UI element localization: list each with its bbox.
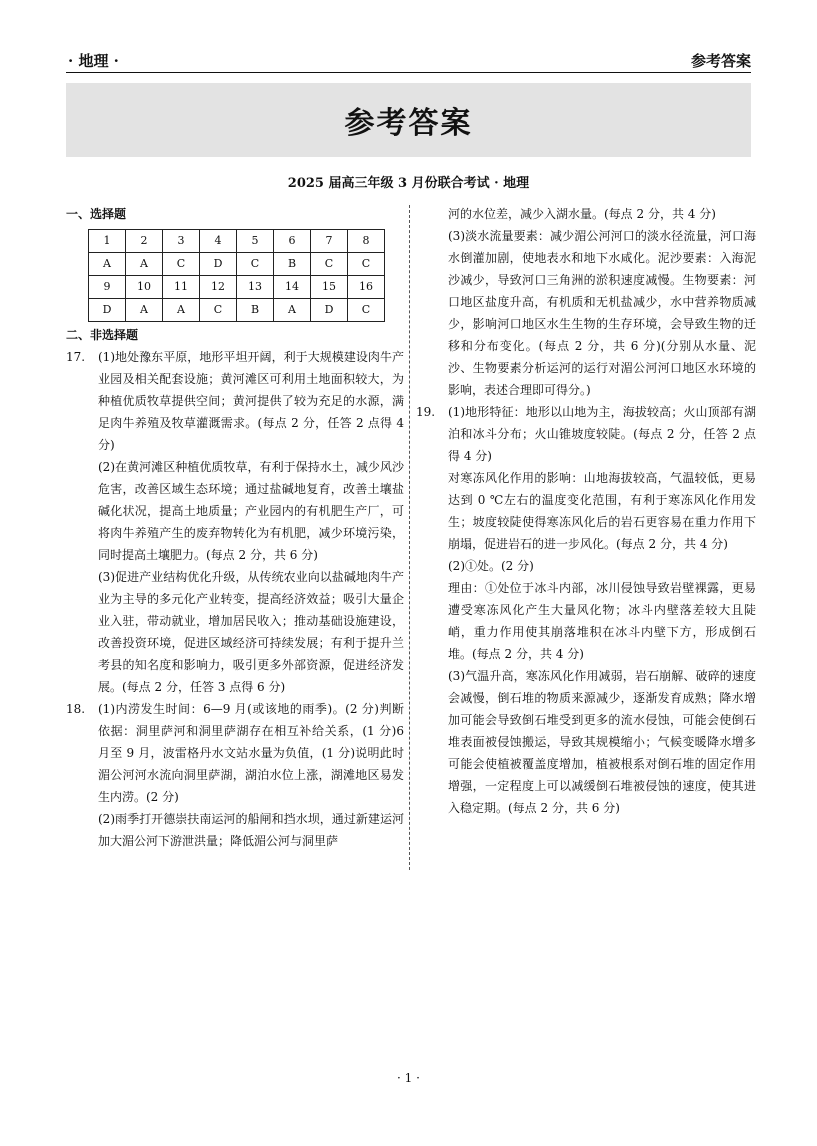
table-cell: 4 <box>200 230 237 253</box>
answer-paragraph: (1)地处豫东平原，地形平坦开阔，利于大规模建设肉牛产业园及相关配套设施；黄河滩区可利用土地面积较大，为种植优质牧草提供空间；黄河提供了较为充足的水源，满足肉牛养殖及牧草灌溉需求。(每点 2 分，任答 2 点得 4 分) <box>98 350 404 452</box>
section-open-title: 二、非选择题 <box>66 328 139 342</box>
answer-paragraph: (2)①处。(2 分) <box>448 559 534 573</box>
question-number: 19. <box>416 405 436 419</box>
answer-paragraph: (3)淡水流量要素：减少湄公河河口的淡水径流量，河口海水倒灌加剧，使地表水和地下水咸化。泥沙要素：入海泥沙减少，导致河口三角洲的淤积速度减慢。生物要素：河口地区盐度升高，有机质和无机盐减少，水中营养物质减少，影响河口地区水生生物的生存环境，会导致生物的迁移和分布变化。(每点 2 分，共 6 分)(分别从水量、泥沙、生物要素分析运河的运行对湄公河河口地区水环境的影响，表述合理即可得分。) <box>448 229 756 397</box>
table-cell: C <box>311 253 348 276</box>
answer-paragraph: (3)促进产业结构优化升级，从传统农业向以盐碱地肉牛产业为主导的多元化产业转变，提高经济效益；吸引大量企业入驻，带动就业，增加居民收入；推动基础设施建设，改善投资环境，促进区域经济可持续发展；有利于提升兰考县的知名度和影响力，吸引更多外部资源，促进经济发展。(每点 2 分，任答 3 点得 6 分) <box>98 570 404 694</box>
table-cell: 8 <box>348 230 385 253</box>
question-17 <box>66 346 404 698</box>
table-cell: 11 <box>163 276 200 299</box>
exam-subtitle: 2025 届高三年级 3 月份联合考试 · 地理 <box>287 176 530 191</box>
banner-title: 参考答案 <box>344 106 473 141</box>
table-cell: A <box>274 299 311 322</box>
table-cell: 3 <box>163 230 200 253</box>
question-number: 18. <box>66 702 86 716</box>
table-row <box>89 299 385 322</box>
table-cell: B <box>274 253 311 276</box>
answer-paragraph: 河的水位差，减少入湖水量。(每点 2 分，共 4 分) <box>448 207 716 221</box>
section-choice-title: 一、选择题 <box>66 207 127 221</box>
question-19 <box>416 401 756 819</box>
header-doc-type: 参考答案 <box>690 52 751 70</box>
table-cell: 15 <box>311 276 348 299</box>
table-cell: 6 <box>274 230 311 253</box>
answer-paragraph: (3)气温升高，寒冻风化作用减弱，岩石崩解、破碎的速度会减慢，倒石堆的物质来源减少，逐渐发育成熟；降水增加可能会导致倒石堆受到更多的流水侵蚀，可能会使倒石堆表面被侵蚀搬运，导致其规模缩小；气候变暖降水增多可能会使植被覆盖度增加，植被根系对倒石堆的固定作用增强，一定程度上可以减缓倒石堆被侵蚀的速度，使其进入稳定期。(每点 2 分，共 6 分) <box>448 669 756 815</box>
answer-paragraph: (1)地形特征：地形以山地为主，海拔较高；火山顶部有湖泊和冰斗分布；火山锥坡度较陡。(每点 2 分，任答 2 点得 4 分) <box>448 405 756 463</box>
column-divider <box>409 205 410 870</box>
table-cell: D <box>89 299 126 322</box>
table-cell: 13 <box>237 276 274 299</box>
answer-paragraph: 理由：①处位于冰斗内部，冰川侵蚀导致岩壁裸露，更易遭受寒冻风化产生大量风化物；冰斗内壁落差较大且陡峭，重力作用使其崩落堆积在冰斗内壁下方，形成倒石堆。(每点 2 分，共 4 分) <box>448 581 756 661</box>
table-cell: D <box>200 253 237 276</box>
answer-table <box>88 229 385 322</box>
table-cell: A <box>89 253 126 276</box>
left-column <box>66 203 404 852</box>
answer-paragraph: (2)在黄河滩区种植优质牧草，有利于保持水土，减少风沙危害，改善区域生态环境；通过盐碱地复育，改善土壤盐碱化状况，提高土地质量；产业园内的有机肥生产厂，可将肉牛养殖产生的废弃物转化为有机肥，减少环境污染，同时提高土壤肥力。(每点 2 分，共 6 分) <box>98 460 404 562</box>
table-cell: 9 <box>89 276 126 299</box>
table-cell: C <box>163 253 200 276</box>
title-banner <box>66 83 751 157</box>
table-cell: C <box>200 299 237 322</box>
answer-paragraph: (1)内涝发生时间：6—9 月(或该地的雨季)。(2 分)判断依据：洞里萨河和洞里萨湖存在相互补给关系，(1 分)6 月至 9 月，波雷格丹水文站水量为负值，(1 分)说明此时湄公河河水流向洞里萨湖，湖泊水位上涨，湖滩地区易发生内涝。(2 分) <box>98 702 404 804</box>
answer-paragraph: (2)雨季打开德崇扶南运河的船闸和挡水坝，通过新建运河加大湄公河下游泄洪量；降低湄公河与洞里萨 <box>98 812 404 848</box>
header-subject: · 地理 · <box>68 52 119 70</box>
table-cell: 10 <box>126 276 163 299</box>
table-cell: C <box>348 299 385 322</box>
table-cell: A <box>163 299 200 322</box>
table-cell: C <box>237 253 274 276</box>
table-row <box>89 276 385 299</box>
table-cell: A <box>126 299 163 322</box>
table-cell: 14 <box>274 276 311 299</box>
table-cell: D <box>311 299 348 322</box>
table-row <box>89 230 385 253</box>
page-number: · 1 · <box>397 1071 420 1085</box>
table-cell: 1 <box>89 230 126 253</box>
header-rule <box>66 72 751 73</box>
table-cell: B <box>237 299 274 322</box>
table-cell: 7 <box>311 230 348 253</box>
table-cell: 16 <box>348 276 385 299</box>
table-cell: 12 <box>200 276 237 299</box>
answer-paragraph: 对寒冻风化作用的影响：山地海拔较高，气温较低，更易达到 0 ℃左右的温度变化范围，有利于寒冻风化作用发生；坡度较陡使得寒冻风化后的岩石更容易在重力作用下崩塌，促进岩石的进一步风化。(每点 2 分，共 4 分) <box>448 471 756 551</box>
question-number: 17. <box>66 350 86 364</box>
question-18 <box>66 698 404 852</box>
table-cell: 2 <box>126 230 163 253</box>
table-cell: 5 <box>237 230 274 253</box>
table-cell: A <box>126 253 163 276</box>
table-cell: C <box>348 253 385 276</box>
table-row <box>89 253 385 276</box>
right-column <box>416 203 756 819</box>
question-18-continued <box>416 203 756 401</box>
